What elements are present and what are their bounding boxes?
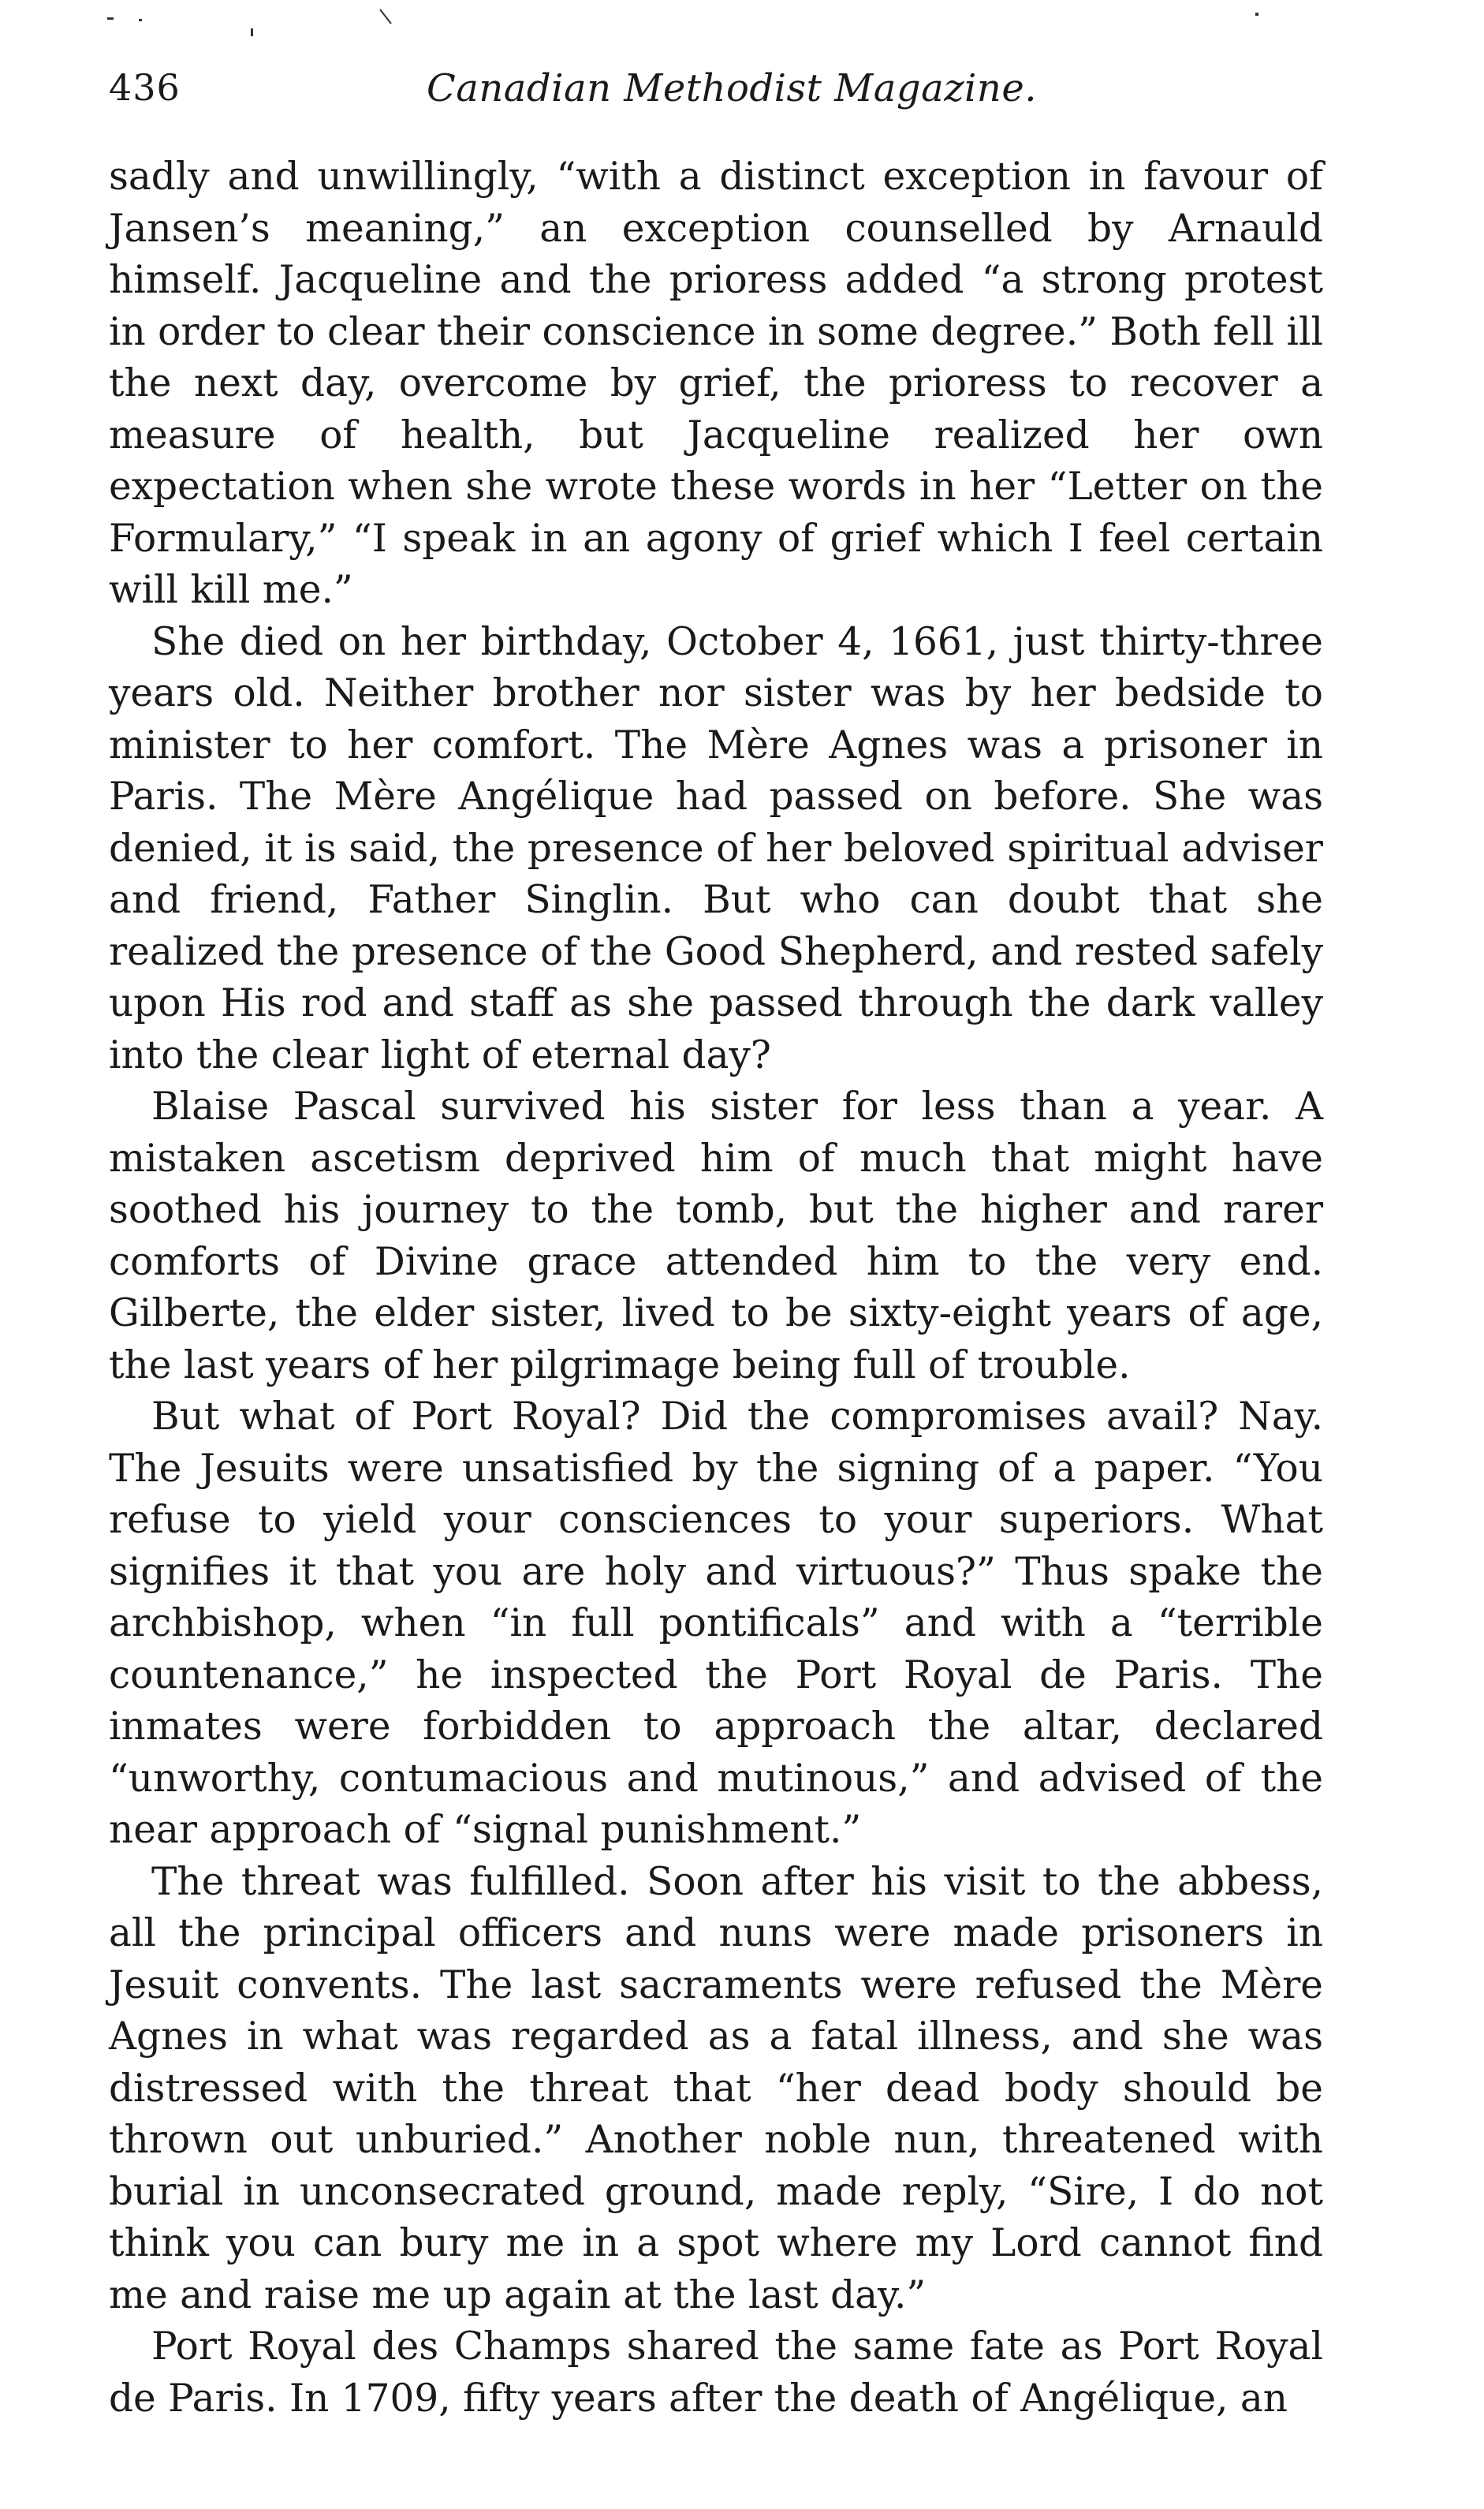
body-text (109, 151, 1323, 2425)
book-page (109, 0, 1323, 2509)
paragraph: She died on her birthday, October 4, 1661, just thirty-three years old. Neither brother nor sister was by her bedside to minister to her comfort. The Mère Agnes was a prisoner in Paris. The Mère Angélique had passed on before. She was denied, it is said, the presence of her beloved spiritual adviser and friend, Father Singlin. But who can doubt that she realized the presence of the Good Shepherd, and rested safely upon His rod and staff as she passed through the dark valley into the clear light of eternal day? (109, 619, 1323, 1077)
page-number: 436 (109, 66, 181, 109)
paragraph: sadly and unwillingly, “with a distinct exception in favour of Jansen’s meaning,” an exception counselled by Arnauld himself. Jacqueline and the prioress added “a strong protest in order to clear their conscience in some degree.” Both fell ill the next day, overcome by grief, the prioress to recover a measure of health, but Jacqueline realized her own expectation when she wrote these words in her “Letter on the Formulary,” “I speak in an agony of grief which I feel certain will kill me.” (109, 155, 1323, 612)
page-header (109, 66, 1323, 121)
paragraph: Port Royal des Champs shared the same fate as Port Royal de Paris. In 1709, fifty years after the death of Angélique, an (109, 2324, 1323, 2421)
running-title: Canadian Methodist Magazine. (427, 66, 1037, 110)
paragraph: But what of Port Royal? Did the compromises avail? Nay. The Jesuits were unsatisfied by the signing of a paper. “You refuse to yield your consciences to your superiors. What signifies it that you are holy and virtuous?” Thus spake the archbishop, when “in full pontificals” and with a “terrible countenance,” he inspected the Port Royal de Paris. The inmates were forbidden to approach the altar, declared “unworthy, contumacious and mutinous,” and advised of the near approach of “signal punishment.” (109, 1395, 1323, 1852)
paragraph: Blaise Pascal survived his sister for less than a year. A mistaken ascetism deprived him of much that might have soothed his journey to the tomb, but the higher and rarer comforts of Divine grace attended him to the very end. Gilberte, the elder sister, lived to be sixty-eight years of age, the last years of her pilgrimage being full of trouble. (109, 1085, 1323, 1387)
paragraph: The threat was fulfilled. Soon after his visit to the abbess, all the principal officers and nuns were made prisoners in Jesuit convents. The last sacraments were refused the Mère Agnes in what was regarded as a fatal illness, and she was distressed with the threat that “her dead body should be thrown out unburied.” Another noble nun, threatened with burial in unconsecrated ground, made reply, “Sire, I do not think you can bury me in a spot where my Lord cannot find me and raise me up again at the last day.” (109, 1859, 1323, 2317)
